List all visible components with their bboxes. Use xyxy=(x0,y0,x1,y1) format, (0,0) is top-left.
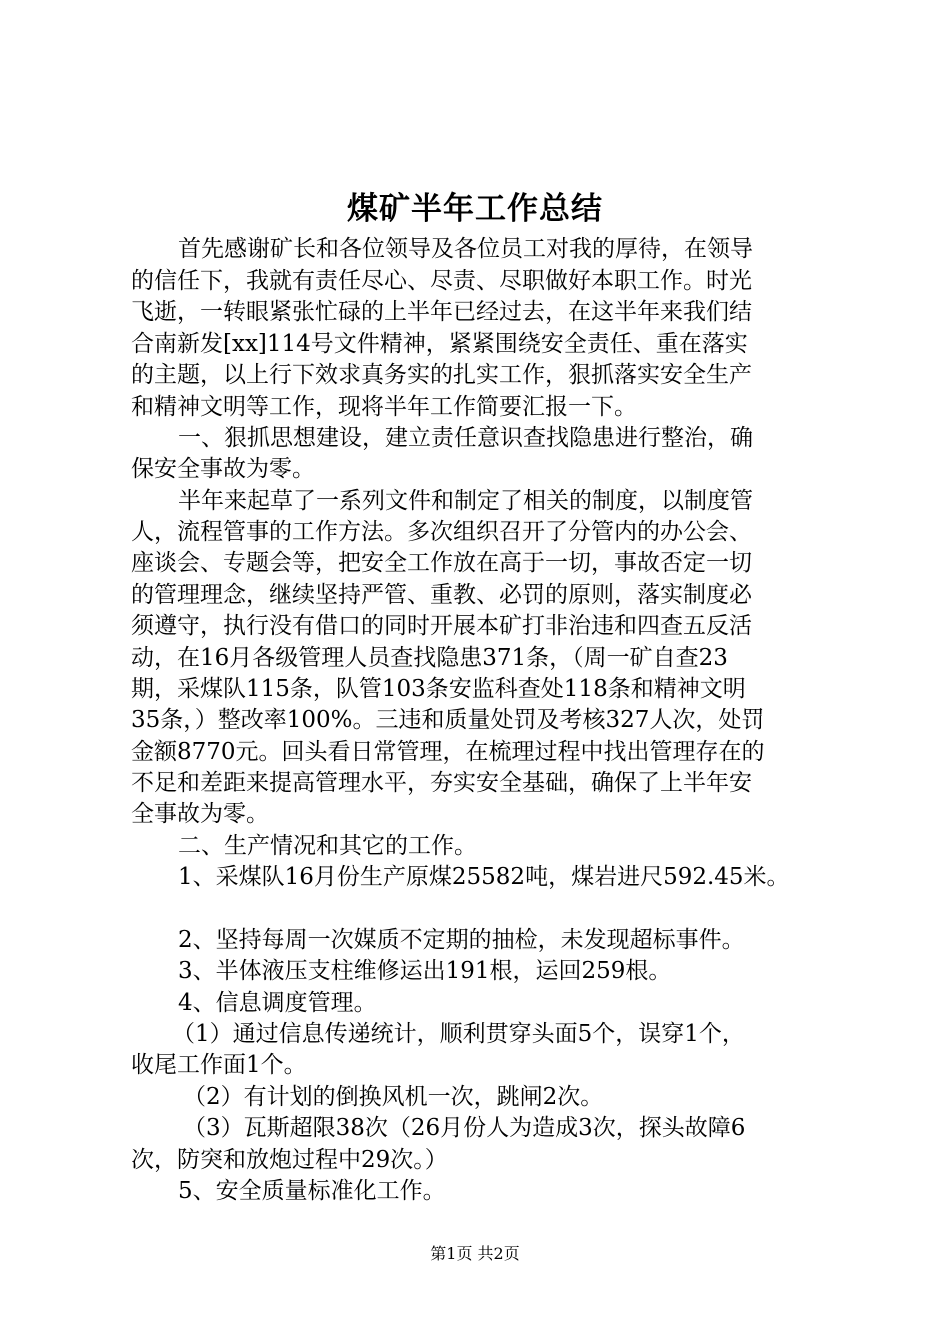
body-line: 人，流程管事的工作方法。多次组织召开了分管内的办公会、 xyxy=(131,519,752,545)
body-line: 的信任下，我就有责任尽心、尽责、尽职做好本职工作。时光 xyxy=(131,268,752,294)
list-item: 4、信息调度管理。 xyxy=(178,990,377,1016)
body-line: 的管理理念，继续坚持严管、重教、必罚的原则，落实制度必 xyxy=(131,582,752,608)
body-line: 35条，）整改率100%。三违和质量处罚及考核327人次，处罚 xyxy=(131,707,765,733)
body-line: 保安全事故为零。 xyxy=(131,456,315,482)
body-line: 全事故为零。 xyxy=(131,801,269,827)
body-line: 飞逝，一转眼紧张忙碌的上半年已经过去，在这半年来我们结 xyxy=(131,299,752,325)
section-heading: 一、狠抓思想建设，建立责任意识查找隐患进行整治，确 xyxy=(178,425,753,451)
list-item: 5、安全质量标准化工作。 xyxy=(178,1178,446,1204)
document-title: 煤矿半年工作总结 xyxy=(347,191,603,227)
body-line: 次，防突和放炮过程中29次。） xyxy=(131,1147,448,1173)
body-line: 须遵守，执行没有借口的同时开展本矿打非治违和四查五反活 xyxy=(131,613,752,639)
section-heading: 二、生产情况和其它的工作。 xyxy=(178,833,477,859)
body-line: 的主题，以上行下效求真务实的扎实工作，狠抓落实安全生产 xyxy=(131,362,752,388)
body-line: 合南新发[xx]114号文件精神，紧紧围绕安全责任、重在落实 xyxy=(131,331,748,357)
body-line: 期，采煤队115条，队管103条安监科查处118条和精神文明 xyxy=(131,676,746,702)
body-line: 座谈会、专题会等，把安全工作放在高于一切，事故否定一切 xyxy=(131,550,752,576)
body-line: 金额8770元。回头看日常管理，在梳理过程中找出管理存在的 xyxy=(131,739,765,765)
sub-list-item: （2）有计划的倒换风机一次，跳闸2次。 xyxy=(183,1084,604,1110)
body-line: 收尾工作面1个。 xyxy=(131,1052,307,1078)
page-number-footer: 第1页 共2页 xyxy=(430,1244,520,1263)
list-item: 1、采煤队16月份生产原煤25582吨，煤岩进尺592.45米。 xyxy=(178,864,790,890)
sub-list-item: （1）通过信息传递统计，顺利贯穿头面5个，误穿1个， xyxy=(172,1021,745,1047)
list-item: 2、坚持每周一次媒质不定期的抽检，未发现超标事件。 xyxy=(178,927,745,953)
body-line: 动，在16月各级管理人员查找隐患371条，（周一矿自查23 xyxy=(131,645,728,671)
body-line: 首先感谢矿长和各位领导及各位员工对我的厚待，在领导 xyxy=(178,236,753,262)
body-line: 和精神文明等工作，现将半年工作简要汇报一下。 xyxy=(131,394,637,420)
sub-list-item: （3）瓦斯超限38次（26月份人为造成3次，探头故障6 xyxy=(183,1115,746,1141)
body-line: 不足和差距来提高管理水平，夯实安全基础，确保了上半年安 xyxy=(131,770,752,796)
list-item: 3、半体液压支柱维修运出191根，运回259根。 xyxy=(178,958,672,984)
body-line: 半年来起草了一系列文件和制定了相关的制度，以制度管 xyxy=(178,488,753,514)
